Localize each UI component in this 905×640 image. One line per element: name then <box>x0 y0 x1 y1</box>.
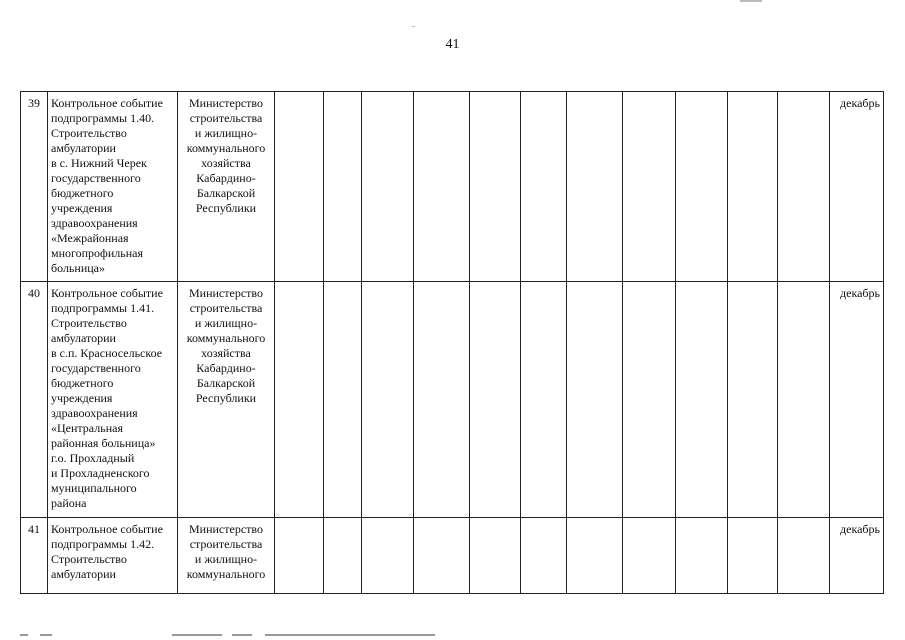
empty-cell <box>567 282 623 518</box>
empty-cell <box>521 282 567 518</box>
empty-cell <box>676 282 728 518</box>
executor-cell: Министерство строительства и жилищно- коммунального <box>178 518 275 594</box>
empty-cell <box>728 92 778 282</box>
empty-cell <box>275 92 324 282</box>
empty-cell <box>362 92 414 282</box>
scan-footer-artifact <box>20 634 28 636</box>
empty-cell <box>414 282 470 518</box>
empty-cell <box>324 282 362 518</box>
empty-cell <box>362 518 414 594</box>
scan-footer-artifact <box>40 634 52 636</box>
empty-cell <box>728 518 778 594</box>
schedule-table <box>20 91 884 594</box>
empty-cell <box>470 518 521 594</box>
empty-cell <box>414 92 470 282</box>
empty-cell <box>778 92 830 282</box>
scan-footer-artifact <box>265 634 435 636</box>
empty-cell <box>567 92 623 282</box>
empty-cell <box>623 518 676 594</box>
executor-cell: Министерство строительства и жилищно- коммунального хозяйства Кабардино- Балкарской Республики <box>178 282 275 518</box>
empty-cell <box>623 92 676 282</box>
control-event-cell: Контрольное событие подпрограммы 1.41. Строительство амбулатории в с.п. Красносельское государственного бюджетного учреждения здравоохранения «Центральная районная больница» г.о. Прохладный и Прохладненского муниципального района <box>48 282 178 518</box>
empty-cell <box>676 518 728 594</box>
row-number: 39 <box>21 92 48 282</box>
table-row <box>21 92 884 282</box>
scan-artifact-mark <box>740 0 762 2</box>
empty-cell <box>623 282 676 518</box>
scan-artifact-mark <box>412 26 415 27</box>
empty-cell <box>521 92 567 282</box>
page-number: 41 <box>445 37 460 52</box>
empty-cell <box>275 518 324 594</box>
scan-footer-artifact <box>172 634 222 636</box>
empty-cell <box>470 92 521 282</box>
empty-cell <box>414 518 470 594</box>
empty-cell <box>778 518 830 594</box>
empty-cell <box>324 518 362 594</box>
table-row <box>21 282 884 518</box>
empty-cell <box>567 518 623 594</box>
empty-cell <box>778 282 830 518</box>
empty-cell <box>324 92 362 282</box>
empty-cell <box>676 92 728 282</box>
control-event-cell: Контрольное событие подпрограммы 1.42. Строительство амбулатории <box>48 518 178 594</box>
empty-cell <box>470 282 521 518</box>
row-number: 40 <box>21 282 48 518</box>
scan-footer-artifact <box>232 634 252 636</box>
empty-cell <box>521 518 567 594</box>
empty-cell <box>728 282 778 518</box>
control-event-cell: Контрольное событие подпрограммы 1.40. Строительство амбулатории в с. Нижний Черек государственного бюджетного учреждения здравоохранения «Межрайонная многопрофильная больница» <box>48 92 178 282</box>
executor-cell: Министерство строительства и жилищно- коммунального хозяйства Кабардино- Балкарской Республики <box>178 92 275 282</box>
deadline-cell: декабрь <box>830 92 884 282</box>
empty-cell <box>275 282 324 518</box>
empty-cell <box>362 282 414 518</box>
row-number: 41 <box>21 518 48 594</box>
deadline-cell: декабрь <box>830 518 884 594</box>
deadline-cell: декабрь <box>830 282 884 518</box>
table-row <box>21 518 884 594</box>
